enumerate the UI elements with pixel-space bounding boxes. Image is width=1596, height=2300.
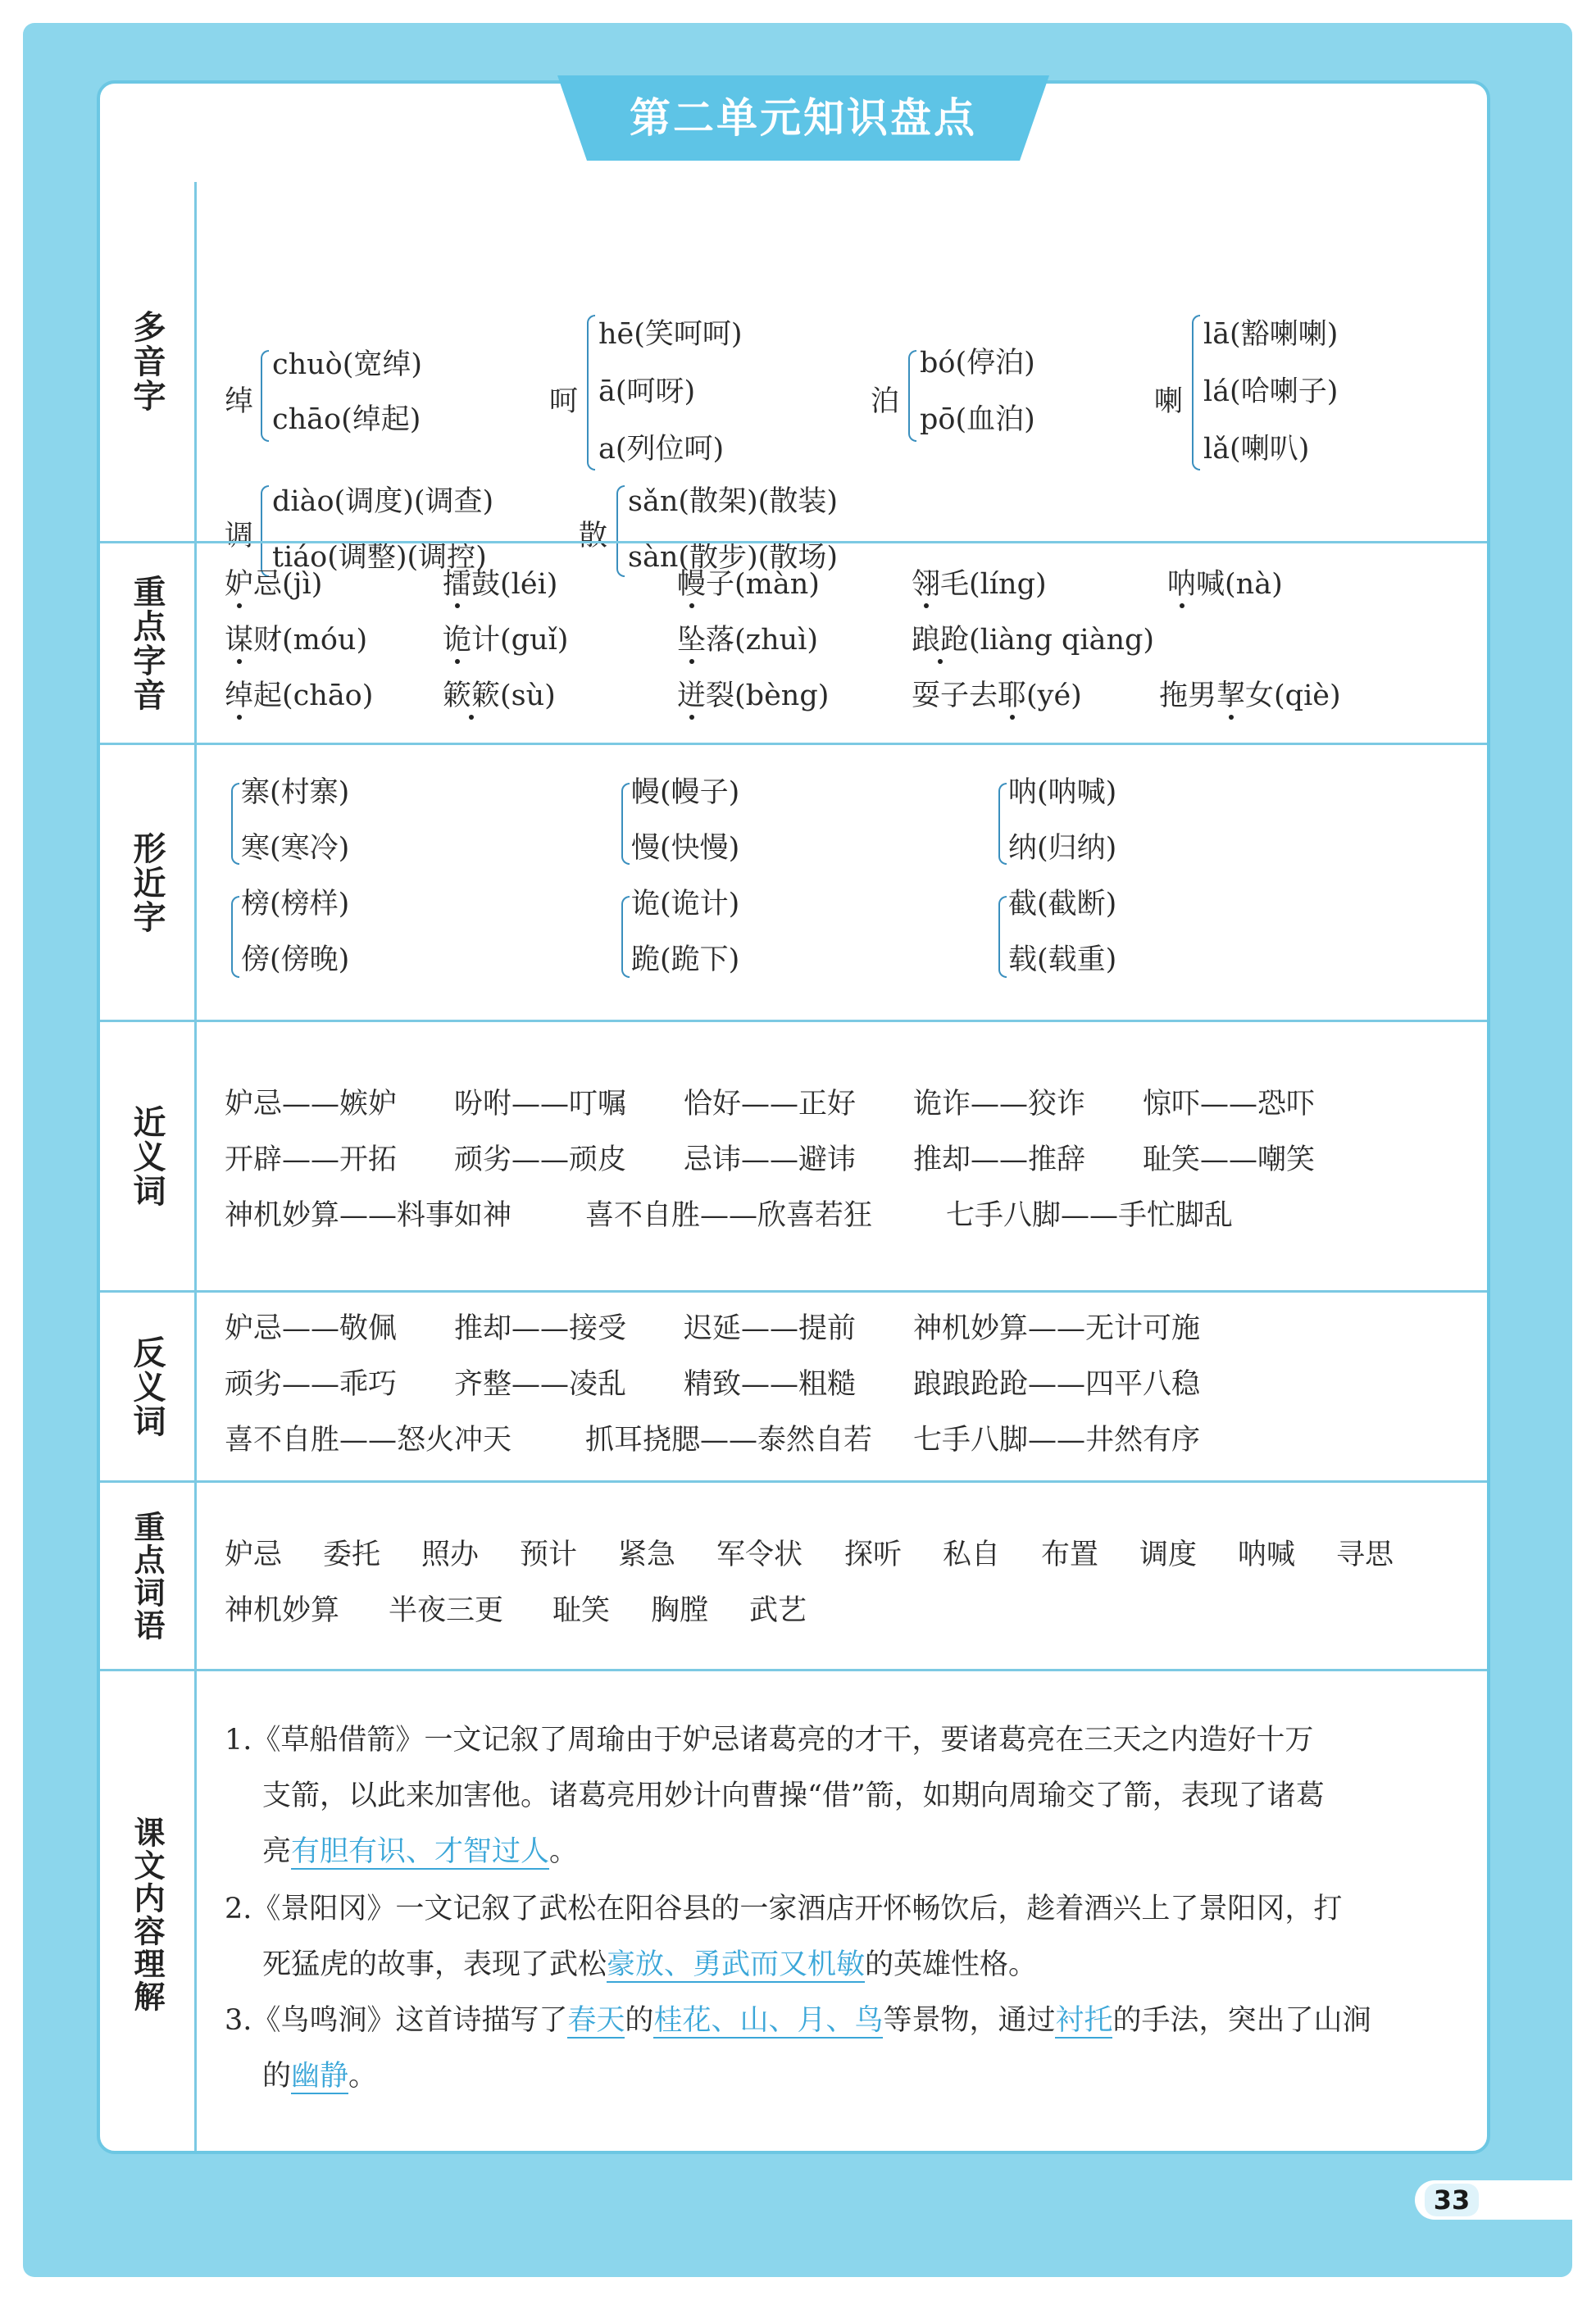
pron-item: 迸裂(bèng) [677, 680, 830, 712]
poly-reading: bó(停泊) [920, 347, 1035, 380]
page-number: 33 [1425, 2184, 1479, 2216]
pron-item: 翎毛(líng) [912, 568, 1047, 601]
pron-item: 坠落(zhuì) [677, 624, 819, 657]
page-title: 第二单元知识盘点 [630, 94, 977, 142]
comprehension-item: 1.《草船借箭》一文记叙了周瑜由于妒忌诸葛亮的才干，要诸葛亮在三天之内造好十万 支箭，以此来加害他。诸葛亮用妙计向曹操“借”箭，如期向周瑜交了箭，表现了诸葛 亮有胆有识、才智过人。 [225, 1724, 1325, 1868]
answer-blank: 幽静 [291, 2060, 349, 2093]
pron-item: 诡计(guǐ) [443, 624, 569, 657]
answer-blank: 春天 [567, 2004, 625, 2037]
row-key-words: 重点词语 妒忌 委托 照办 预计 紧急 军令状 探听 私自 布置 调度 呐喊 寻思 神机妙算 半夜三更 耻笑 胸膛 武艺 [100, 1480, 1487, 1669]
poly-reading: hē(笑呵呵) [598, 318, 743, 351]
row-polyphone [100, 182, 1487, 574]
poly-reading: sǎn(散架)(散装) [628, 485, 838, 518]
poly-char: 喇 [1154, 385, 1184, 418]
pron-item: 谋财(móu) [225, 624, 368, 657]
poly-reading: tiáo(调整)(调控) [272, 541, 487, 574]
poly-reading: pō(血泊) [920, 403, 1035, 436]
pron-item: 踉跄(liàng qiàng) [912, 624, 1155, 657]
pron-item: 拖男挈女(qiè) [1159, 680, 1341, 712]
comprehension-item: 2.《景阳冈》一文记叙了武松在阳谷县的一家酒店开怀畅饮后，趁着酒兴上了景阳冈，打 死猛虎的故事，表现了武松豪放、勇武而又机敏的英雄性格。 [225, 1893, 1343, 1981]
poly-reading: lá(哈喇子) [1203, 375, 1339, 408]
answer-blank: 桂花、山、月、鸟 [653, 2004, 884, 2037]
poly-char: 绰 [225, 385, 254, 418]
poly-reading: lǎ(喇叭) [1203, 433, 1310, 466]
answer-blank: 豪放、勇武而又机敏 [607, 1948, 866, 1981]
pron-item: 擂鼓(léi) [443, 568, 558, 601]
pron-item: 妒忌(jì) [225, 568, 323, 601]
row-label: 课文内容理解 [100, 1671, 197, 2154]
answer-blank: 衬托 [1055, 2004, 1113, 2037]
row-antonyms: 反义词 妒忌——敬佩 推却——接受 迟延——提前 神机妙算——无计可施 顽劣——乖巧 齐整——凌乱 精致——粗糙 踉踉跄跄——四平八稳 喜不自胜——怒火冲天 抓耳挠腮——泰然自若 七手八脚——井然有序 [100, 1290, 1487, 1480]
row-similar-chars: 形近字 寨(村寨) 寒(寒冷) 榜(榜样) 傍(傍晚) 幔(幔子) 慢(快慢) 诡(诡计) 跪(跪下) 呐(呐喊) 纳(归纳) 截(截断) 载(载重) [100, 743, 1487, 1020]
row-label: 多音字 [100, 182, 197, 541]
row-label: 形近字 [100, 745, 197, 1020]
poly-reading: lā(豁喇喇) [1203, 318, 1339, 351]
row-label: 重点字音 [100, 543, 197, 743]
row-label: 重点词语 [100, 1483, 197, 1669]
poly-reading: sàn(散步)(散场) [628, 541, 838, 574]
poly-char: 呵 [549, 385, 579, 418]
pron-item: 簌簌(sù) [443, 680, 556, 712]
answer-blank: 有胆有识、才智过人 [291, 1835, 550, 1868]
poly-reading: ā(呵呀) [598, 375, 696, 408]
poly-reading: chuò(宽绰) [272, 348, 423, 381]
poly-char: 泊 [871, 385, 900, 418]
knowledge-card [97, 80, 1490, 2154]
row-key-pronunciation [100, 541, 1487, 743]
poly-reading: diào(调度)(调查) [272, 485, 494, 518]
poly-reading: chāo(绰起) [272, 403, 421, 436]
poly-reading: a(列位呵) [598, 433, 725, 466]
row-label: 近义词 [100, 1022, 197, 1290]
poly-char: 散 [579, 520, 608, 552]
row-comprehension [100, 1669, 1487, 2154]
pron-item: 绰起(chāo) [225, 680, 374, 712]
poly-char: 调 [225, 520, 254, 552]
pron-item: 耍子去耶(yé) [912, 680, 1082, 712]
comprehension-item: 3.《鸟鸣涧》这首诗描写了春天的桂花、山、月、鸟等景物，通过衬托的手法，突出了山涧 的幽静。 [225, 2004, 1371, 2093]
row-label: 反义词 [100, 1293, 197, 1480]
row-synonyms: 近义词 妒忌——嫉妒 吩咐——叮嘱 恰好——正好 诡诈——狡诈 惊吓——恐吓 开辟——开拓 顽劣——顽皮 忌讳——避讳 推却——推辞 耻笑——嘲笑 神机妙算——料事如神 喜不自胜——欣喜若狂 七手八脚——手忙脚乱 [100, 1020, 1487, 1290]
pron-item: 呐喊(nà) [1167, 568, 1283, 601]
pron-item: 幔子(màn) [677, 568, 820, 601]
